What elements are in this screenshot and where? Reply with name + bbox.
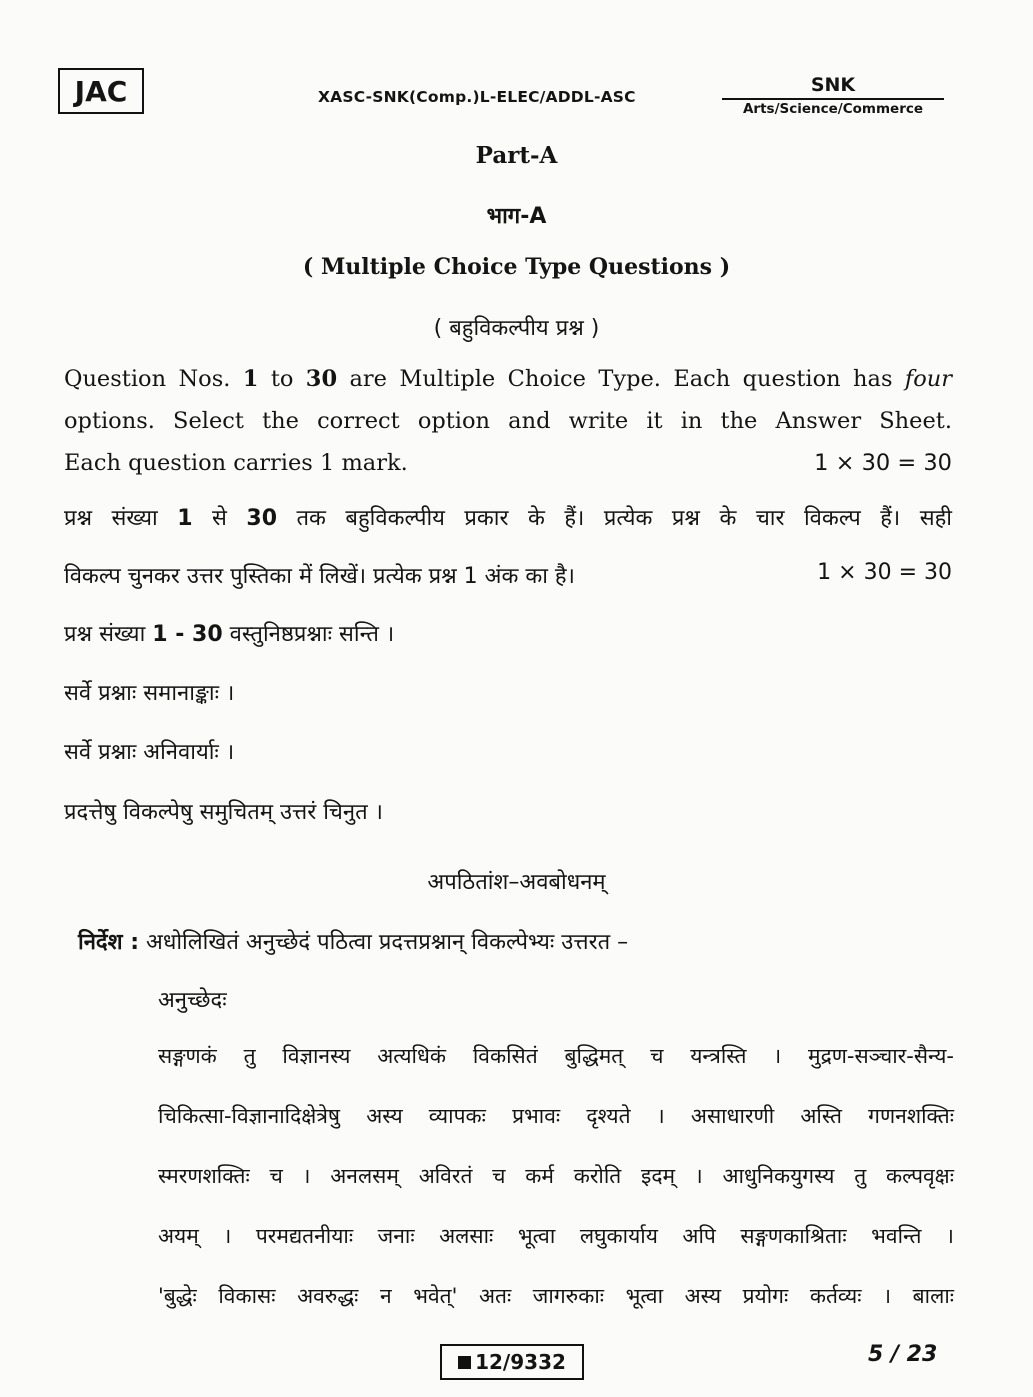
footer-code: 12/9332 [475, 1350, 566, 1374]
instruction-sa-line-1: प्रश्न संख्या 1 - 30 वस्तुनिष्ठप्रश्नाः सन्ति । [64, 622, 395, 647]
square-icon [458, 1356, 471, 1369]
page-number: 5 / 23 [868, 1342, 938, 1367]
instruction-sa-line-3: सर्वे प्रश्नाः अनिवार्याः । [64, 740, 235, 765]
instruction-en-line-1: Question Nos. 1 to 30 are Multiple Choice Type. Each question has four [64, 366, 953, 392]
instruction-hi-line-1: प्रश्न संख्या 1 से 30 तक बहुविकल्पीय प्रकार के हैं। प्रत्येक प्रश्न के चार विकल्प हैं। सही [64, 506, 952, 531]
subject-block [722, 74, 944, 117]
paper-code: XASC-SNK(Comp.)L-ELEC/ADDL-ASC [318, 88, 636, 106]
part-title-hi: भाग-A [486, 204, 547, 229]
passage-line: स्मरणशक्तिः च । अनलसम् अविरतं च कर्म करोति इदम् । आधुनिकयुगस्य तु कल्पवृक्षः [158, 1164, 954, 1188]
question-type-hi: ( बहुविकल्पीय प्रश्न ) [433, 316, 600, 341]
part-title-en: Part-A [475, 142, 558, 169]
instruction-hi-line-2: विकल्प चुनकर उत्तर पुस्तिका में लिखें। प्रत्येक प्रश्न 1 अंक का है। 1 × 30 = 30 [64, 560, 952, 589]
passage-line: सङ्गणकं तु विज्ञानस्य अत्यधिकं विकसितं बुद्धिमत् च यन्त्रस्ति । मुद्रण-सञ्चार-सैन्य- [158, 1044, 954, 1068]
instruction-sa-line-4: प्रदत्तेषु विकल्पेषु समुचितम् उत्तरं चिनुत । [64, 800, 383, 825]
footer-code-box [440, 1344, 584, 1380]
instruction-sa-line-2: सर्वे प्रश्नाः समानाङ्काः । [64, 681, 235, 706]
marks-hi: 1 × 30 = 30 [817, 560, 952, 585]
passage-line: अयम् । परमद्यतनीयाः जनाः अलसाः भूत्वा लघुकार्याय अपि सङ्गणकाश्रिताः भवन्ति । [158, 1224, 954, 1248]
instruction-en-line-3: Each question carries 1 mark. 1 × 30 = 30 [64, 450, 952, 476]
marks-en: 1 × 30 = 30 [814, 450, 952, 476]
subject-code: SNK [722, 74, 944, 100]
passage-label: अनुच्छेदः [158, 988, 227, 1013]
board-logo-box: JAC [58, 68, 144, 114]
instruction-en-line-2: options. Select the correct option and write it in the Answer Sheet. [64, 408, 952, 434]
passage-line: चिकित्सा-विज्ञानादिक्षेत्रेषु अस्य व्यापकः प्रभावः दृश्यते । असाधारणी अस्ति गणनशक्तिः [158, 1104, 954, 1128]
streams-label: Arts/Science/Commerce [742, 101, 924, 117]
section-title: अपठितांश–अवबोधनम् [427, 870, 606, 895]
passage-line: 'बुद्धेः विकासः अवरुद्धः न भवेत्' अतः जागरुकाः भूत्वा अस्य प्रयोगः कर्तव्यः । बालाः [158, 1284, 954, 1308]
question-type-en: ( Multiple Choice Type Questions ) [302, 254, 731, 280]
direction-line: निर्देश : अधोलिखितं अनुच्छेदं पठित्वा प्रदत्तप्रश्नान् विकल्पेभ्यः उत्तरत – [78, 930, 629, 955]
